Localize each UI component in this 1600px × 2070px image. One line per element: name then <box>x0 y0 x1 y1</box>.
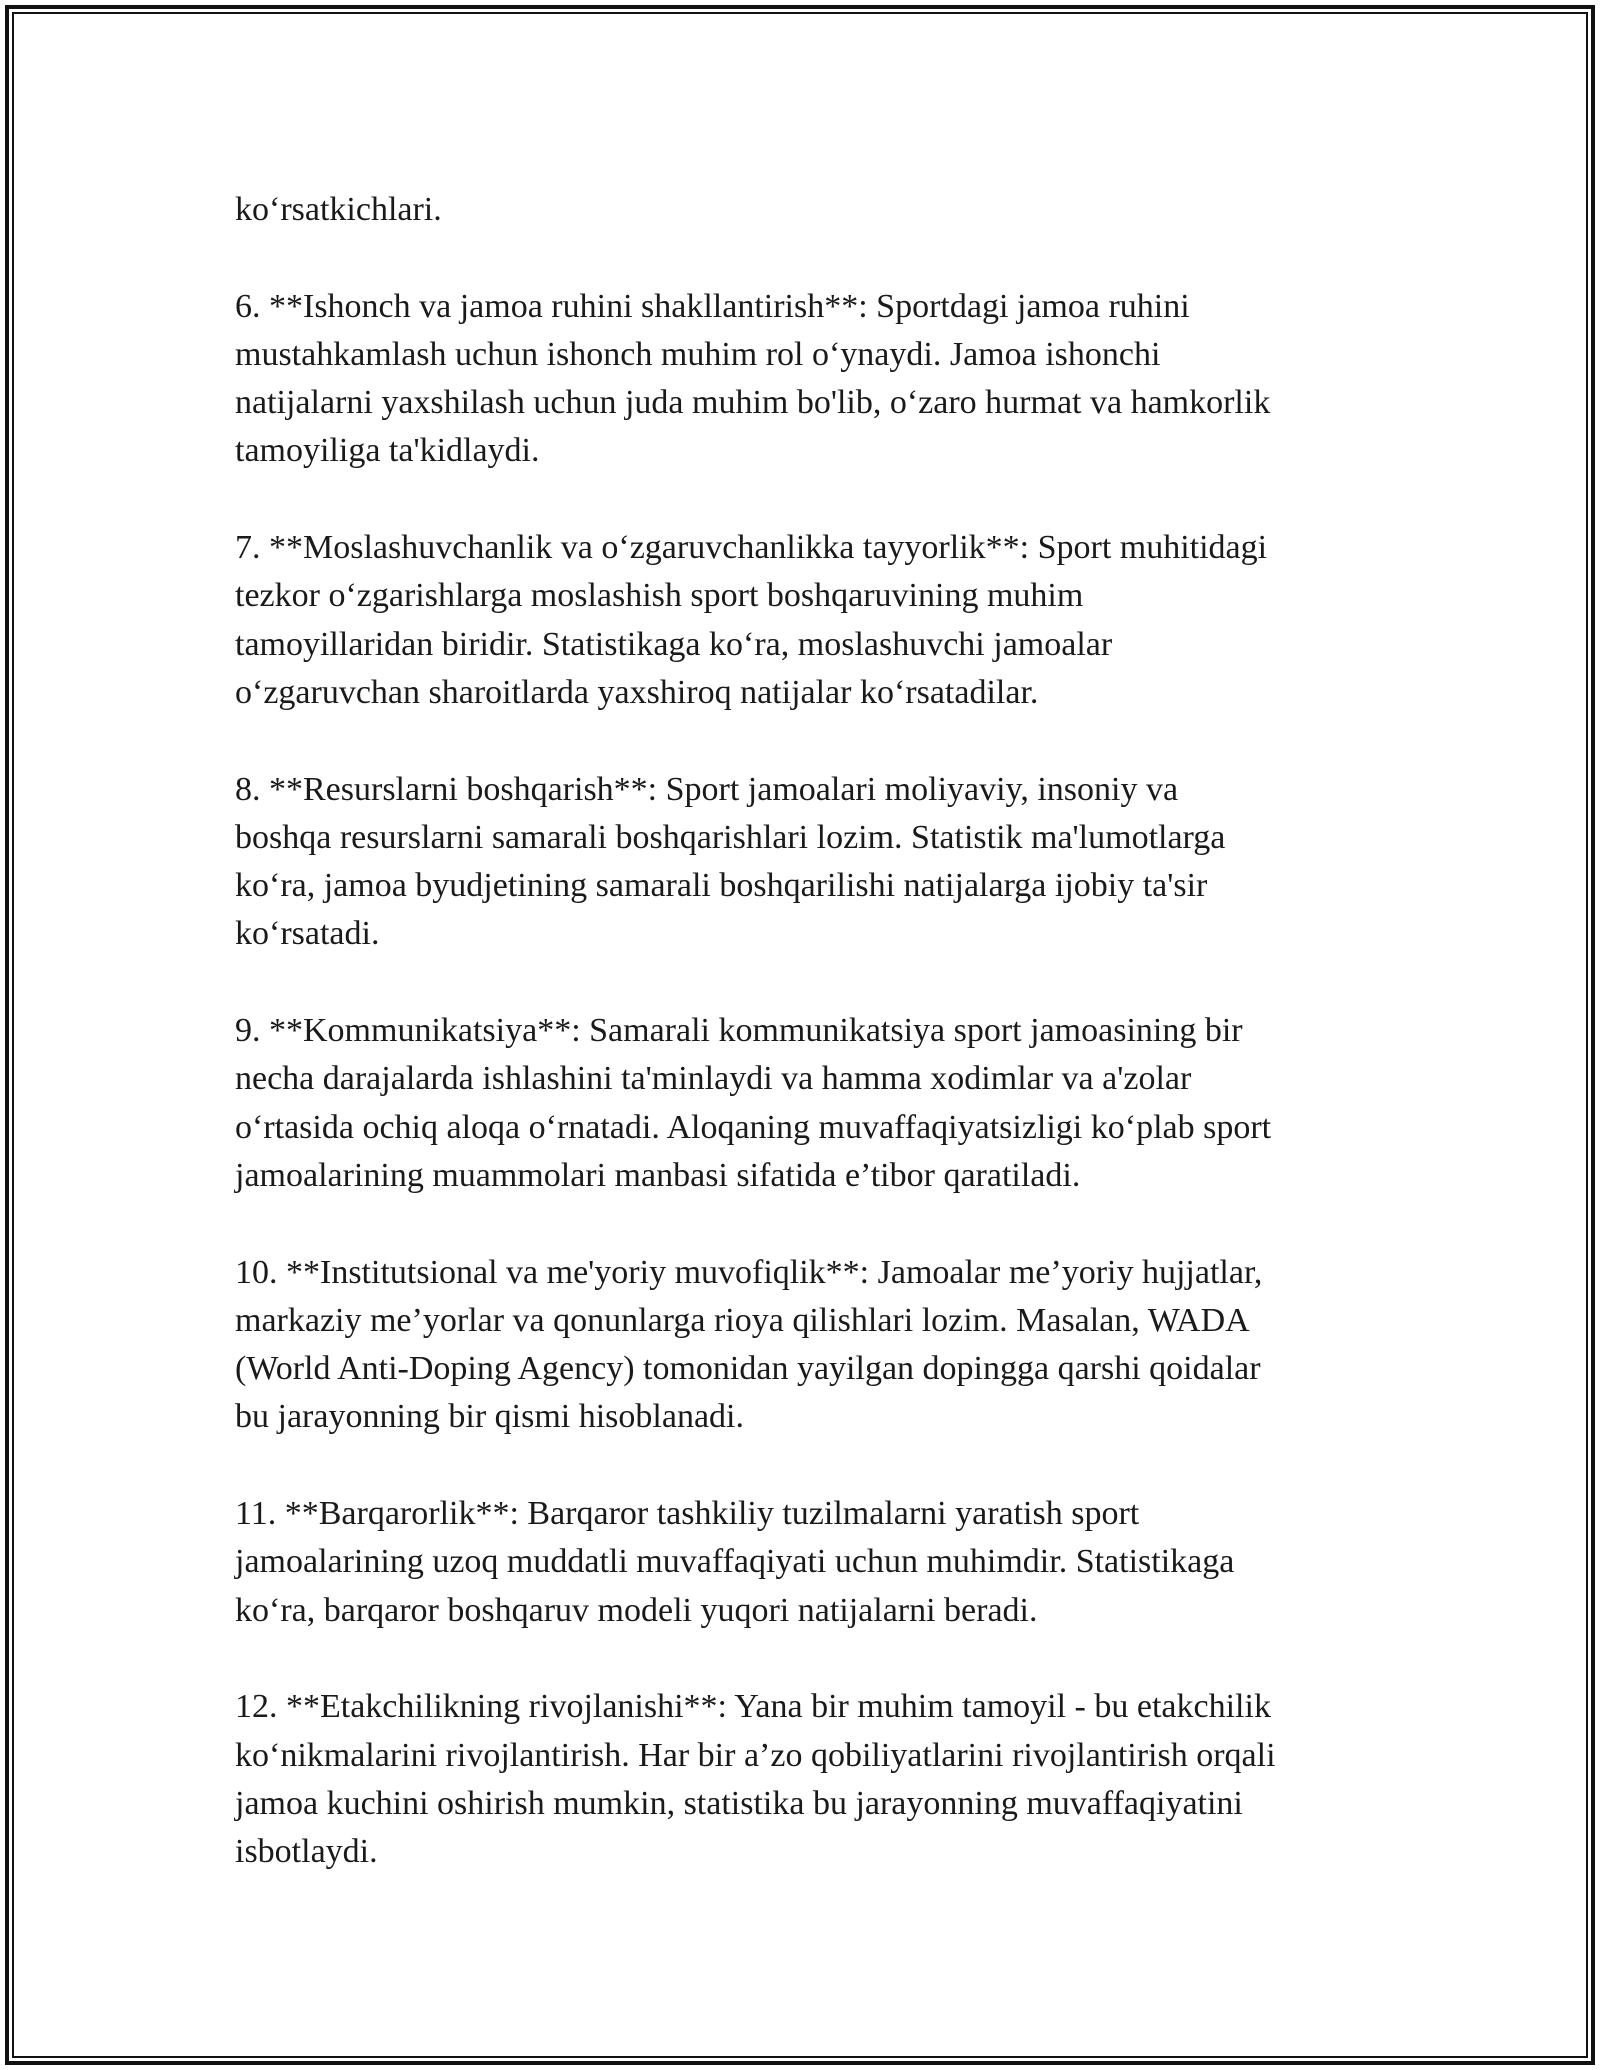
text-line: jamoa kuchini oshirish mumkin, statistika bu jarayonning muvaffaqiyatini <box>235 1784 1243 1822</box>
text-line: bu jarayonning bir qismi hisoblanadi. <box>235 1398 744 1436</box>
paragraph-item-11 <box>235 1490 1375 1635</box>
text-line: 10. **Institutsional va me'yoriy muvofiqlik**: Jamoalar me’yoriy hujjatlar, <box>235 1253 1263 1291</box>
text-line: jamoalarining uzoq muddatli muvaffaqiyati uchun muhimdir. Statistikaga <box>235 1543 1235 1581</box>
text-line: tamoyiliga ta'kidlaydi. <box>235 432 540 470</box>
text-line: o‘rtasida ochiq aloqa o‘rnatadi. Aloqaning muvaffaqiyatsizligi ko‘plab sport <box>235 1108 1272 1146</box>
text-line: tezkor o‘zgarishlarga moslashish sport boshqaruvining muhim <box>235 577 1084 615</box>
text-line: ko‘ra, jamoa byudjetining samarali boshqarilishi natijalarga ijobiy ta'sir <box>235 867 1208 905</box>
text-line: 9. **Kommunikatsiya**: Samarali kommunikatsiya sport jamoasining bir <box>235 1012 1243 1050</box>
text-line: 11. **Barqarorlik**: Barqaror tashkiliy tuzilmalarni yaratish sport <box>235 1495 1140 1533</box>
text-line: 8. **Resurslarni boshqarish**: Sport jamoalari moliyaviy, insoniy va <box>235 770 1179 808</box>
text-line: 12. **Etakchilikning rivojlanishi**: Yana bir muhim tamoyil - bu etakchilik <box>235 1688 1271 1726</box>
document-body <box>235 186 1375 1925</box>
paragraph-item-12 <box>235 1683 1375 1876</box>
text-line: ko‘rsatkichlari. <box>235 191 442 228</box>
text-line: isbotlaydi. <box>235 1833 378 1871</box>
text-line: necha darajalarda ishlashini ta'minlaydi va hamma xodimlar va a'zolar <box>235 1060 1192 1098</box>
text-line: ko‘rsatadi. <box>235 915 380 953</box>
paragraph-item-9 <box>235 1007 1375 1200</box>
text-line: 7. **Moslashuvchanlik va o‘zgaruvchanlikka tayyorlik**: Sport muhitidagi <box>235 529 1268 567</box>
text-line: o‘zgaruvchan sharoitlarda yaxshiroq natijalar ko‘rsatadilar. <box>235 673 1039 711</box>
text-line: mustahkamlash uchun ishonch muhim rol o‘ynaydi. Jamoa ishonchi <box>235 335 1161 373</box>
paragraph-item-8 <box>235 766 1375 959</box>
text-line: ko‘nikmalarini rivojlantirish. Har bir a’zo qobiliyatlarini rivojlantirish orqali <box>235 1736 1276 1774</box>
text-line: (World Anti-Doping Agency) tomonidan yayilgan dopingga qarshi qoidalar <box>235 1350 1261 1388</box>
paragraph-item-7 <box>235 524 1375 717</box>
paragraph-item-10 <box>235 1249 1375 1442</box>
text-line: tamoyillaridan biridir. Statistikaga ko‘ra, moslashuvchi jamoalar <box>235 625 1113 663</box>
text-line: jamoalarining muammolari manbasi sifatida e’tibor qaratiladi. <box>235 1156 1081 1194</box>
text-line: ko‘ra, barqaror boshqaruv modeli yuqori natijalarni beradi. <box>235 1591 1038 1629</box>
text-line: markaziy me’yorlar va qonunlarga rioya qilishlari lozim. Masalan, WADA <box>235 1301 1250 1339</box>
paragraph-continuation <box>235 186 1375 234</box>
text-line: boshqa resurslarni samarali boshqarishlari lozim. Statistik ma'lumotlarga <box>235 818 1226 856</box>
text-line: 6. **Ishonch va jamoa ruhini shakllantirish**: Sportdagi jamoa ruhini <box>235 287 1190 325</box>
text-line: natijalarni yaxshilash uchun juda muhim bo'lib, o‘zaro hurmat va hamkorlik <box>235 384 1271 422</box>
paragraph-item-6 <box>235 283 1375 476</box>
